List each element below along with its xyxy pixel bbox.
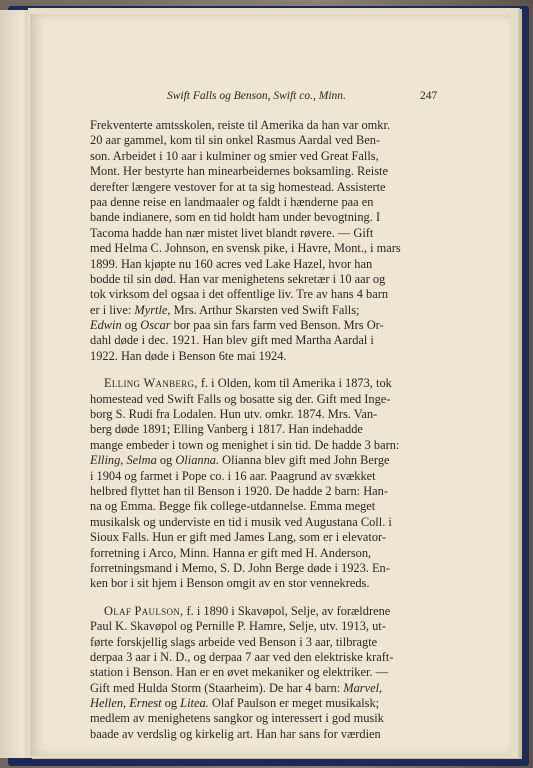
italic-name: Elling, Selma bbox=[90, 453, 157, 468]
text-line: 1922. Han døde i Benson 6te mai 1924. bbox=[90, 348, 287, 363]
text-line: mange embeder i town og menighet i sin tid. De hadde 3 barn: bbox=[90, 437, 400, 452]
body-text bbox=[90, 118, 508, 742]
text-line: bodde til sin død. Han var menighetens sekretær i 10 aar og bbox=[90, 271, 386, 286]
paragraph bbox=[90, 604, 508, 743]
text-line: Hellen, Ernest og Litea. Olaf Paulson er meget musikalsk; bbox=[90, 696, 380, 711]
italic-name: Oscar bbox=[140, 318, 171, 333]
text-line: baade av verdslig og kirkelig art. Han har sans for værdien bbox=[90, 726, 381, 741]
text-line: Sioux Falls. Hun er gift med James Lang, som er i elevator- bbox=[90, 530, 387, 545]
page-number: 247 bbox=[420, 90, 438, 102]
entry-name: Olaf Paulson, bbox=[104, 603, 184, 618]
text-line: Frekventerte amtsskolen, reiste til Amerika da han var omkr. bbox=[90, 118, 391, 132]
text-line: tok virksom del ogsaa i det offentlige liv. Tre av hans 4 barn bbox=[90, 287, 389, 302]
text-line: Elling Wanberg, f. i Olden, kom til Amerika i 1873, tok bbox=[104, 376, 392, 391]
entry-name: Elling Wanberg, bbox=[104, 376, 198, 391]
text-line: Tacoma hadde han nær mistet livet blandt røvere. — Gift bbox=[90, 225, 374, 240]
paragraph-gap bbox=[90, 592, 508, 604]
text-line: helbred flyttet han til Benson i 1920. De hadde 2 barn: Han- bbox=[90, 483, 388, 498]
text-line: dahl døde i dec. 1921. Han blev gift med Martha Aardal i bbox=[90, 333, 374, 348]
text-line: son. Arbeidet i 10 aar i kulminer og smier ved Great Falls, bbox=[90, 148, 379, 163]
italic-name: Marvel, bbox=[343, 680, 383, 695]
book-page bbox=[30, 14, 510, 756]
text-line: 20 aar gammel, kom til sin onkel Rasmus Aardal ved Ben- bbox=[90, 133, 381, 148]
text-line: na og Emma. Begge fik college-utdannelse. Emma meget bbox=[90, 499, 376, 514]
text-line: er i live: Myrtle, Mrs. Arthur Skarsten ved Swift Falls; bbox=[90, 302, 360, 317]
text-line: Elling, Selma og Olianna. Olianna blev gift med John Berge bbox=[90, 453, 390, 468]
text-line: Paul K. Skavøpol og Pernille P. Hamre, Selje, utv. 1913, ut- bbox=[90, 619, 386, 634]
italic-name: Myrtle, bbox=[134, 302, 171, 317]
text-line: Gift med Hulda Storm (Staarheim). De har 4 barn: Marvel, bbox=[90, 680, 383, 695]
page-header bbox=[30, 90, 510, 106]
text-line: derpaa 3 aar i N. D., og derpaa 7 aar ved den elektriske kraft- bbox=[90, 649, 394, 664]
text-line: Edwin og Oscar bor paa sin fars farm ved Benson. Mrs Or- bbox=[90, 318, 384, 333]
text-line: berg døde 1891; Elling Vanberg i 1817. Han indehadde bbox=[90, 422, 363, 437]
text-line: førte forskjellig slags arbeide ved Benson i 3 aar, tilbragte bbox=[90, 634, 378, 649]
text-line: i 1904 og farmet i Pope co. i 16 aar. Paagrund av svækket bbox=[90, 468, 376, 483]
paragraph-gap bbox=[90, 364, 508, 376]
text-line: derefter længere vestover for at ta sig homestead. Assisterte bbox=[90, 179, 386, 194]
text-line: bande indianere, som en tid holdt ham under bevogtning. I bbox=[90, 210, 381, 225]
text-line: medlem av menighetens sangkor og interessert i god musik bbox=[90, 711, 384, 726]
italic-name: Edwin bbox=[90, 318, 122, 333]
italic-name: Litea. bbox=[180, 696, 209, 711]
text-line: Olaf Paulson, f. i 1890 i Skavøpol, Selje, av forældrene bbox=[104, 603, 391, 618]
paragraph bbox=[90, 376, 508, 591]
italic-name: Hellen, Ernest bbox=[90, 696, 162, 711]
text-line: paa denne reise en landmaaler og faldt i hænderne paa en bbox=[90, 194, 374, 209]
text-line: station i Benson. Han er en øvet mekaniker og elektriker. — bbox=[90, 665, 388, 680]
text-line: borg S. Rudi fra Lodalen. Hun utv. omkr. 1874. Mrs. Van- bbox=[90, 407, 378, 422]
text-line: Mont. Her bestyrte han minearbeidernes boksamling. Reiste bbox=[90, 164, 388, 179]
text-line: med Helma C. Johnson, en svensk pike, i Havre, Mont., i mars bbox=[90, 241, 401, 256]
text-line: 1899. Han kjøpte nu 160 acres ved Lake Hazel, hvor han bbox=[90, 256, 373, 271]
italic-name: Olianna. bbox=[175, 453, 220, 468]
running-title: Swift Falls og Benson, Swift co., Minn. bbox=[167, 90, 346, 102]
text-line: forretning i Arco, Minn. Hanna er gift med H. Anderson, bbox=[90, 545, 372, 560]
paragraph bbox=[90, 118, 508, 364]
text-line: forretningsmand i Memo, S. D. John Berge døde i 1923. En- bbox=[90, 560, 390, 575]
text-line: ken bor i sit hjem i Benson omgit av en stor vennekreds. bbox=[90, 576, 370, 591]
text-line: musikalsk og underviste en tid i musik ved Augustana Coll. i bbox=[90, 514, 392, 529]
text-line: homestead ved Swift Falls og bosatte sig der. Gift med Inge- bbox=[90, 391, 391, 406]
